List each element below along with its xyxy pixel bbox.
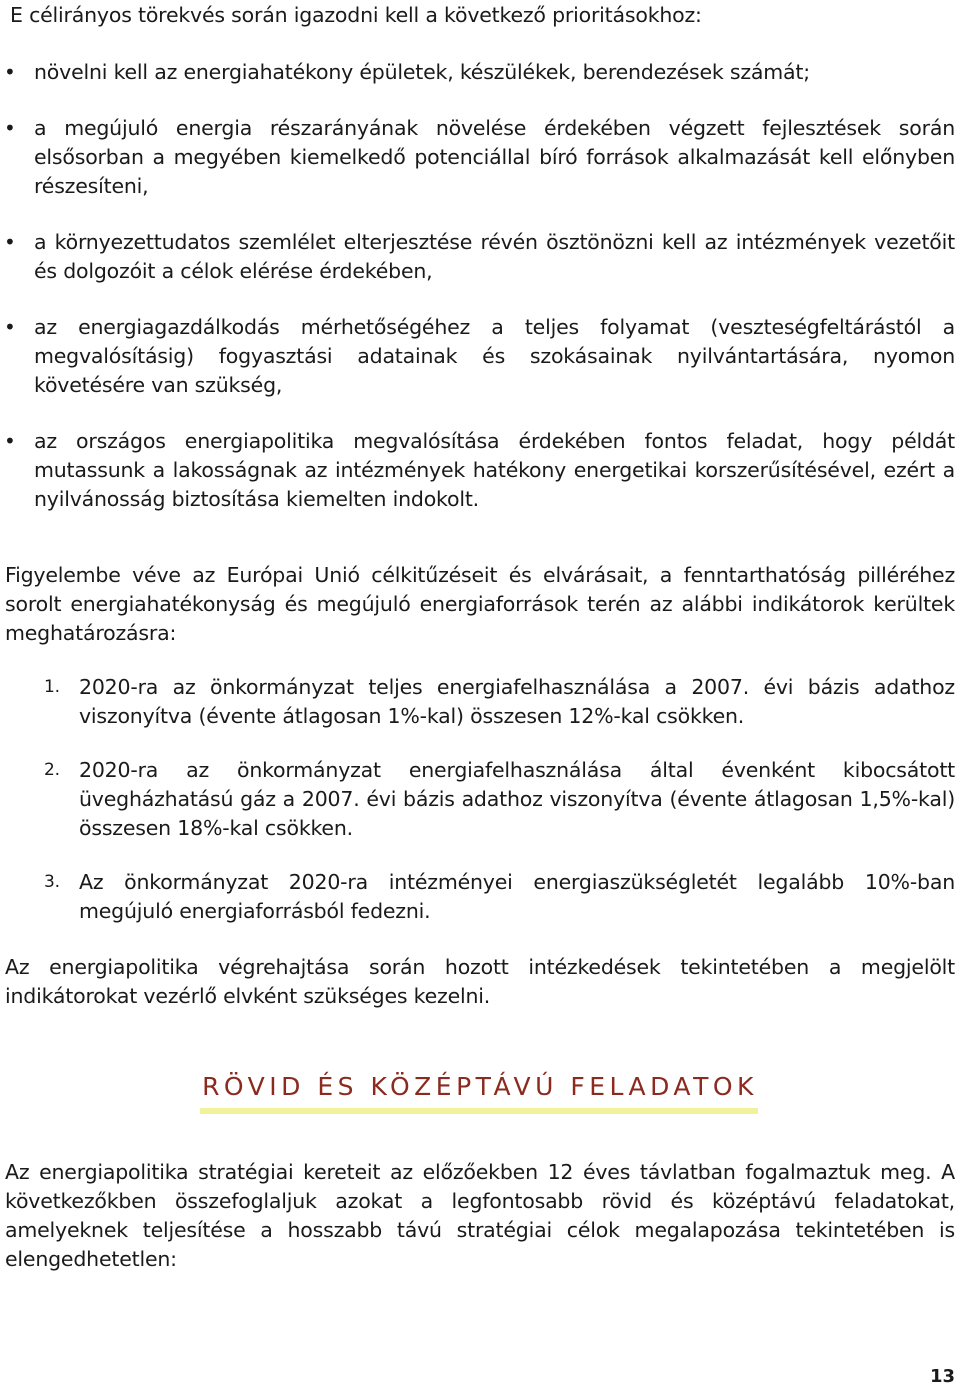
numbered-item-text: 2020-ra az önkormányzat energiafelhasználása által évenként kibocsátott üvegházhatású gáz a 2007. évi bázis adathoz viszonyítva (évente átlagosan 1,5%-kal) összesen 18%-kal csökken.	[79, 758, 955, 840]
item-number: 1.	[44, 677, 60, 697]
bullet-icon: •	[4, 116, 16, 140]
numbered-item	[0, 673, 955, 731]
item-number: 2.	[44, 760, 60, 780]
heading-underline	[200, 1108, 758, 1114]
list-item-text: a megújuló energia részarányának növelése érdekében végzett fejlesztések során elsősorban a megyében kiemelkedő potenciállal bíró források alkalmazását kell előnyben részesíteni,	[34, 116, 955, 198]
indicators-paragraph: Az energiapolitika végrehajtása során hozott intézkedések tekintetében a megjelölt indikátorokat vezérlő elvként szükséges kezelni.	[5, 955, 955, 1008]
priority-list	[0, 58, 955, 541]
intro-text: E célirányos törekvés során igazodni kell a következő prioritásokhoz:	[10, 3, 702, 27]
list-item-text: növelni kell az energiahatékony épületek, készülékek, berendezések számát;	[34, 60, 810, 84]
numbered-item	[0, 756, 955, 843]
list-item-text: a környezettudatos szemlélet elterjesztése révén ösztönözni kell az intézmények vezetőit és dolgozóit a célok elérése érdekében,	[34, 230, 955, 283]
list-item	[0, 58, 955, 87]
list-item-text: az országos energiapolitika megvalósítása érdekében fontos feladat, hogy példát mutassunk a lakosságnak az intézmények hatékony energetikai korszerűsítésével, ezért a nyilvánosság biztosítása kiemelten indokolt.	[34, 429, 955, 511]
page-number: 13	[929, 1366, 955, 1387]
numbered-item-text: Az önkormányzat 2020-ra intézményei energiaszükségletét legalább 10%-ban megújuló energiaforrásból fedezni.	[79, 870, 955, 923]
list-item	[0, 114, 955, 201]
list-item	[0, 228, 955, 286]
tasks-paragraph: Az energiapolitika stratégiai kereteit az előzőekben 12 éves távlatban fogalmaztuk meg. A következőkben összefoglaljuk azokat a legfontosabb rövid és középtávú feladatokat, amelyeknek teljesítése a hosszabb távú stratégiai célok megalapozása tekintetében is elengedhetetlen:	[5, 1160, 955, 1271]
item-number: 3.	[44, 872, 60, 892]
list-item	[0, 427, 955, 514]
eu-goals-paragraph: Figyelembe véve az Európai Unió célkitűzéseit és elvárásait, a fenntarthatóság pilléréhez sorolt energiahatékonyság és megújuló energiaforrások terén az alábbi indikátorok kerültek meghatározásra:	[5, 563, 955, 645]
bullet-icon: •	[4, 230, 16, 254]
indicator-list	[0, 673, 955, 951]
bullet-icon: •	[4, 60, 16, 84]
bullet-icon: •	[4, 315, 16, 339]
list-item-text: az energiagazdálkodás mérhetőségéhez a teljes folyamat (veszteségfeltárástól a megvalósításig) fogyasztási adatainak és szokásainak nyilvántartására, nyomon követésére van szükség,	[34, 315, 955, 397]
numbered-item	[0, 868, 955, 926]
bullet-icon: •	[4, 429, 16, 453]
section-heading: RÖVID ÉS KÖZÉPTÁVÚ FELADATOK	[202, 1072, 758, 1101]
numbered-item-text: 2020-ra az önkormányzat teljes energiafelhasználása a 2007. évi bázis adathoz viszonyítva (évente átlagosan 1%-kal) összesen 12%-kal csökken.	[79, 675, 955, 728]
list-item	[0, 313, 955, 400]
